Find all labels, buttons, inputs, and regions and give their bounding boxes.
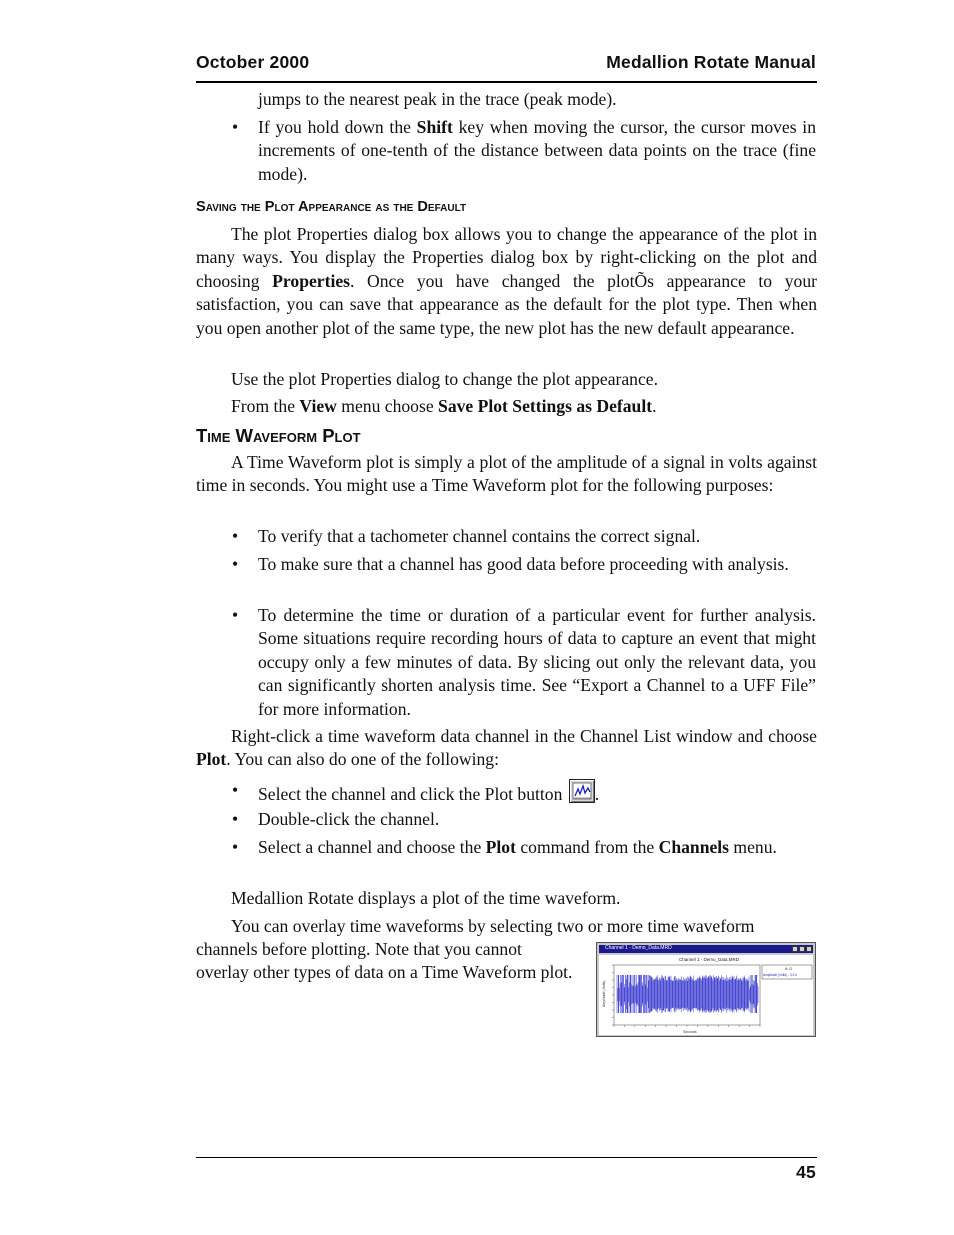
bullet: • [232, 837, 239, 857]
time-waveform-plot-screenshot [596, 942, 816, 1037]
purpose-item: To determine the time or duration of a particular event for further analysis. Some situations require recording hours of data to capture an event that might occupy only a few minutes of data. By slicing out only the relevant data, you can significantly shorten analysis time. See “Export a Channel to a UFF File” for more information. [258, 605, 816, 719]
paragraph-displays-plot: Medallion Rotate displays a plot of the time waveform. [231, 888, 621, 908]
heading-saving-plot-appearance: Saving the Plot Appearance as the Default [196, 199, 467, 215]
window-title-bar [599, 945, 813, 953]
close-icon [806, 946, 812, 952]
paragraph-view-menu: From the View menu choose Save Plot Settings as Default. [231, 396, 657, 416]
shift-key-bullet: If you hold down the Shift key when moving the cursor, the cursor moves in increments of one-tenth of the distance between data points on the trace (fine mode). [258, 117, 816, 184]
option-channels-menu: Select a channel and choose the Plot command from the Channels menu. [258, 837, 777, 857]
bullet: • [232, 809, 239, 829]
header-manual-title: Medallion Rotate Manual [606, 52, 816, 72]
paragraph-right-click-plot: Right-click a time waveform data channel in the Channel List window and choose Plot. You can also do one of the following: [196, 726, 817, 770]
maximize-icon [799, 946, 805, 952]
bullet: • [232, 117, 239, 137]
bullet: • [232, 526, 239, 546]
window-title: Channel 1 - Demo_Data.MRD [605, 945, 672, 951]
continued-text: jumps to the nearest peak in the trace (peak mode). [258, 89, 617, 109]
paragraph-time-waveform-intro: A Time Waveform plot is simply a plot of the amplitude of a signal in volts against time in seconds. You might use a Time Waveform plot for the following purposes: [196, 452, 817, 496]
option-double-click: Double-click the channel. [258, 809, 440, 829]
footer-rule [196, 1157, 817, 1158]
paragraph-plot-properties: The plot Properties dialog box allows you to change the appearance of the plot in many ways. You display the Properties dialog box by right-clicking on the plot and choosing Properties. Once you have changed the plotÕs appearance to your satisfaction, you can save that appearance as the default for the plot type. Then when you open another plot of the same type, the new plot has the new default appearance. [196, 224, 817, 338]
plot-area [599, 955, 813, 1035]
y-axis-label: Amplitude (Volts) [602, 980, 606, 1007]
bullet: • [232, 554, 239, 574]
bullet: • [232, 780, 239, 800]
heading-time-waveform-plot: Time Waveform Plot [196, 425, 361, 446]
plot-button-icon [569, 779, 595, 803]
header-date: October 2000 [196, 52, 310, 72]
x-axis-label: Seconds [683, 1030, 697, 1034]
bullet: • [232, 605, 239, 625]
header-rule [196, 81, 817, 83]
paragraph-use-properties: Use the plot Properties dialog to change the plot appearance. [231, 369, 658, 389]
purpose-item: To make sure that a channel has good data before proceeding with analysis. [258, 554, 789, 574]
purpose-item: To verify that a tachometer channel contains the correct signal. [258, 526, 701, 546]
minimize-icon [792, 946, 798, 952]
page-number: 45 [796, 1162, 816, 1182]
paragraph-overlay-rest: channels before plotting. Note that you cannot overlay other types of data on a Time Waveform plot. [196, 939, 573, 983]
option-plot-button: Select the channel and click the Plot button . [258, 779, 816, 806]
legend-entry: Amplitude (Volts) - 3.2 k [763, 973, 797, 977]
plot-title: Channel 1 - Demo_Data.MRD [679, 957, 740, 962]
legend-header: A: G [785, 967, 793, 971]
paragraph-overlay-first-line: You can overlay time waveforms by selecting two or more time waveform [231, 916, 755, 936]
